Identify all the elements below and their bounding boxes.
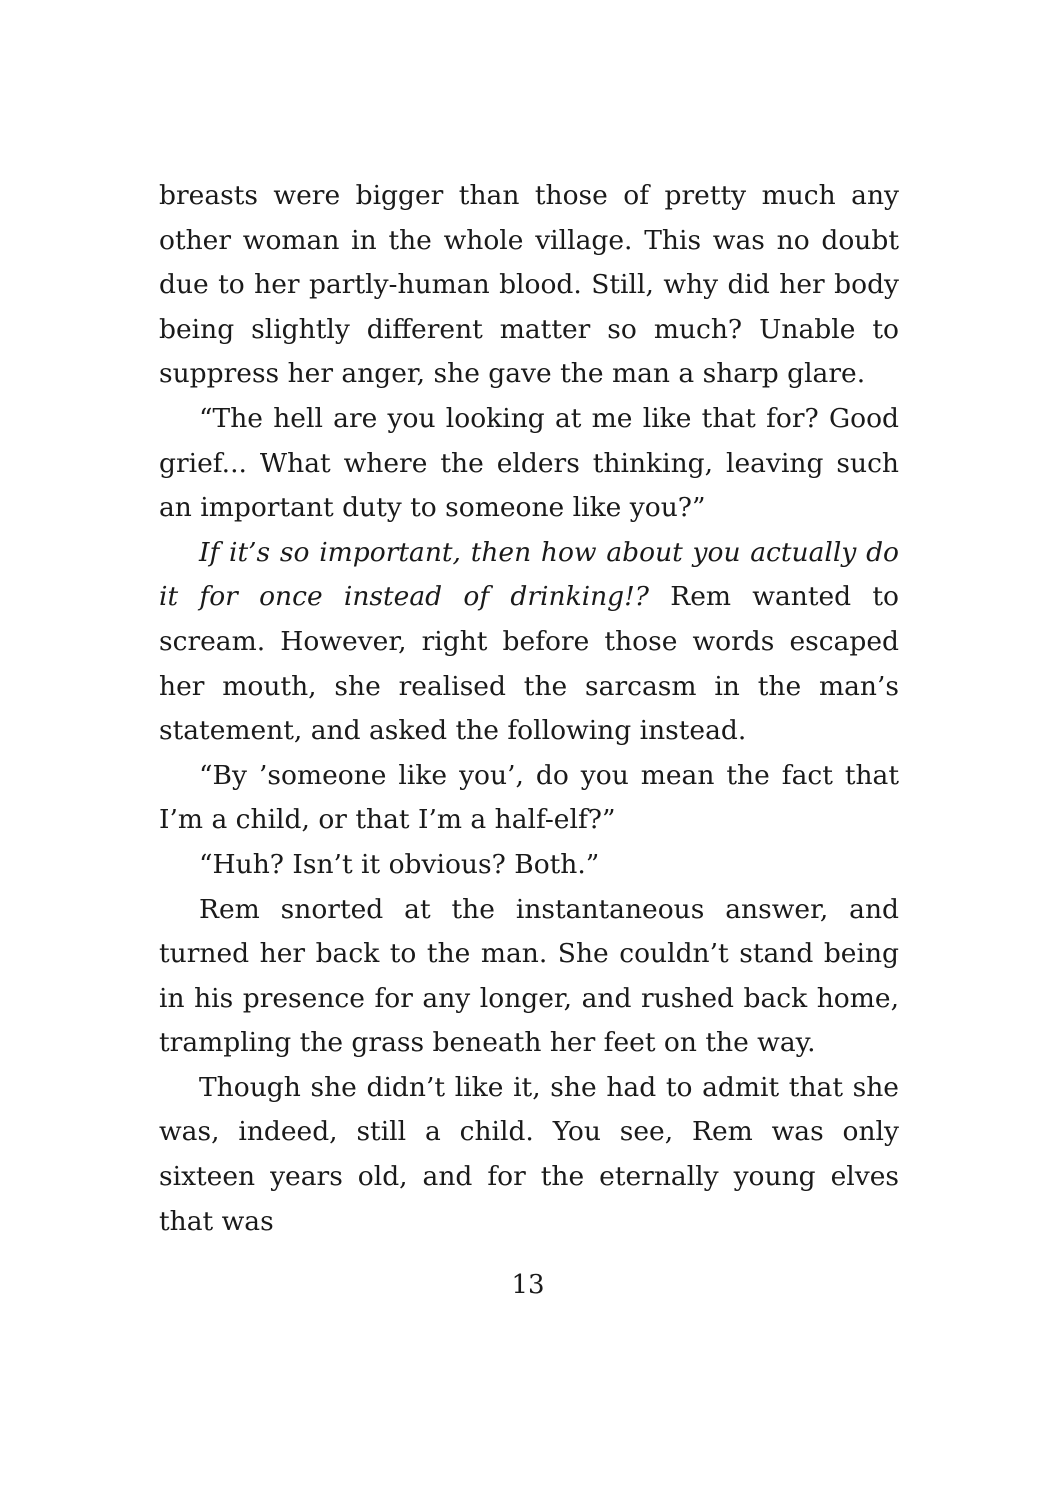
paragraph-text: Rem snorted at the instantaneous answer, and turned her back to the man. She couldn’t stand being in his presence for any longer, and rushed back home, trampling the grass beneath her feet on the way. xyxy=(159,893,899,1059)
paragraph-text: Rem wanted to scream. However, right before those words escaped her mouth, she realised the sarcasm in the man’s statement, and asked the following instead. xyxy=(159,581,900,747)
paragraph-text: “By ’someone like you’, do you mean the fact that I’m a child, or that I’m a half-elf?” xyxy=(159,759,899,836)
paragraph-text: “The hell are you looking at me like that for? Good grief... What where the elders thinking, leaving such an important duty to someone like you?” xyxy=(159,402,899,524)
body-text xyxy=(159,174,899,1244)
paragraph-5 xyxy=(159,843,899,888)
paragraph-3 xyxy=(159,531,899,754)
paragraph-7 xyxy=(159,1066,899,1244)
paragraph-text: Though she didn’t like it, she had to admit that she was, indeed, still a child. You see, Rem was only sixteen years old, and for the eternally young elves that was xyxy=(159,1071,899,1237)
paragraph-6 xyxy=(159,888,899,1066)
page-number: 13 xyxy=(511,1270,545,1300)
paragraph-1 xyxy=(159,174,899,397)
paragraph-4 xyxy=(159,754,899,843)
paragraph-text: breasts were bigger than those of pretty much any other woman in the whole village. This was no doubt due to her partly-human blood. Still, why did her body being slightly different matter so much? Unable to suppress her anger, she gave the man a sharp glare. xyxy=(159,180,899,390)
paragraph-2 xyxy=(159,397,899,531)
italic-thought: If it’s so important, then how about you actually do it for once instead of drinking!? xyxy=(159,536,899,613)
paragraph-text: “Huh? Isn’t it obvious? Both.” xyxy=(199,848,600,880)
